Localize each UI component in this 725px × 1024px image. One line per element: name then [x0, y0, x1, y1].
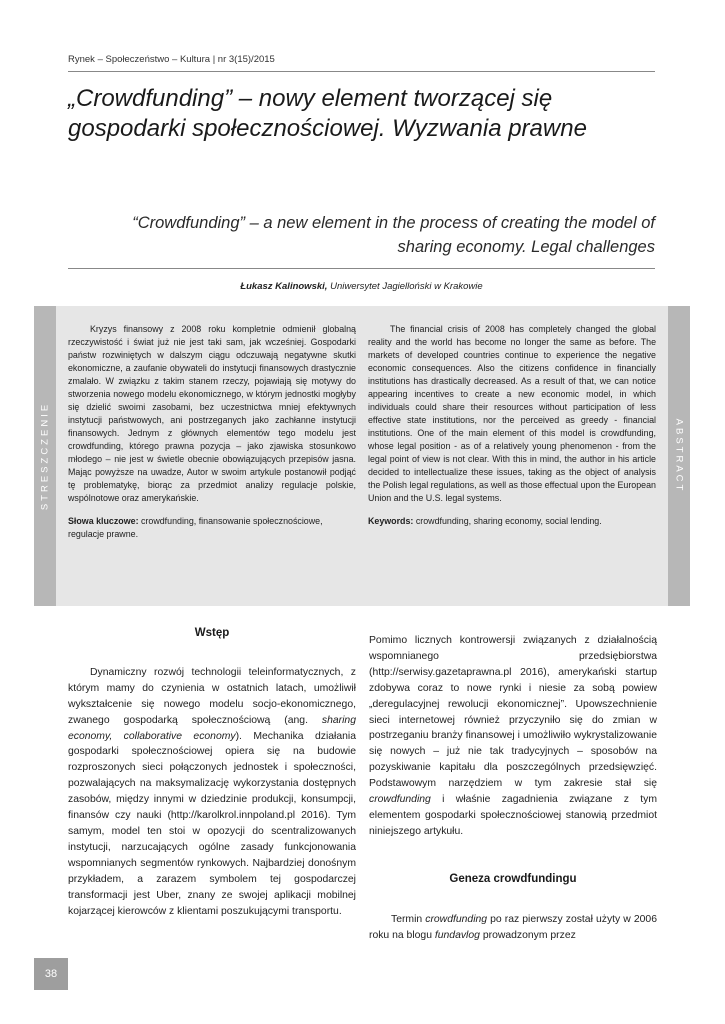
side-label-streszczenie: STRESZCZENIE	[39, 401, 51, 511]
text-run: ). Mechanika działania gospodarki społecznościowej opiera się na budowie rozproszonych sieci połączonych jednostek i społeczności, pozwalających na maksymalizację wykorzystania dostępnych zasobów, między innymi w dziedzinie produkcji, konsumpcji, finansów czy nauki (http://karolkrol.innpoland.pl 2016). Tym samym, model ten stoi w opozycji do scentralizowanych instytucji, narzucających ogólne zasady funkcjonowania wspomnianych segmentów rynkowych. Najbardziej donośnym przykładem, a zarazem symbolem tej gospodarczej transformacji jest Uber, znany ze swojej aplikacji mobilnej kojarzącej kierowców z klientami poszukującymi transportu.	[68, 730, 356, 917]
abstract-box	[34, 306, 690, 606]
abstract-polish-text: Kryzys finansowy z 2008 roku kompletnie odmienił globalną rzeczywistość i świat już nie jest taki sam, jak wcześniej. Gospodarki państw rozwiniętych w dalszym ciągu odczuwają negatywne skutki ekonomiczne, a zaufanie obywateli do instytucji finansowych drastycznie zmalało. W związku z takim stanem rzeczy, pojawiają się motywy do stworzenia nowego modelu ekonomicznego, w którym jednostki mogłyby się dzielić swoimi zasobami, bez uczestnictwa mniej efektywnych instytucji państwowych, ani postrzeganych jako zachłanne instytucji finansowych. Jednym z głównych elementów tego modelu jest crowdfunding, którego prawna pozycja – jako zjawiska stosunkowo młodego – nie jest w świetle obecnie obowiązujących przepisów jasna. Mając powyższe na uwadze, Autor w swoim artykule postanowił podjąć tę problematykę, biorąc za przedmiot analizy regulacje polskie, wspólnotowe oraz amerykańskie.	[68, 324, 356, 503]
side-band-left	[34, 306, 56, 606]
paragraph-genesis-1	[369, 912, 657, 944]
italic-term: crowdfunding	[425, 913, 488, 925]
paragraph-intro-1	[68, 665, 356, 920]
side-label-abstract: ABSTRACT	[673, 418, 685, 494]
text-run: prowadzonym przez	[479, 929, 576, 941]
body-column-left	[68, 626, 356, 919]
abstract-english-text: The financial crisis of 2008 has completely changed the global reality and the world has become no longer the same as before. The markets of developed countries continue to experience the negative economic consequences. Also the citizens confidence in financially institutions has drastically decreased. As a result of that, we can notice appearing incentives to create a new economic model, in which individuals could share their resources without participation of less effective state institutions, nor the perceived as greedy - financial institutions. One of the main element of this model is crowdfunding, whose legal position - as of a relatively young phenomenon - from the legal point of view is not clear. With this in mind, the author in his article decided to intellectualize these issues, taking as the object of analysis the Polish legal regulations, as well as those effectual upon the European Union and the U.S. legal systems.	[368, 324, 656, 503]
text-run: po raz pierwszy został użyty w 2006 roku na blogu	[369, 913, 657, 941]
text-run: Dynamiczny rozwój technologii teleinformatycznych, z którym mamy do czynienia w ostatnich latach, umożliwił wykształcenie się nowego modelu socjo-ekonomicznego, zwanego gospodarką społecznościową (ang.	[68, 666, 356, 726]
paragraph-intro-2	[369, 633, 657, 840]
text-run: Pomimo licznych kontrowersji związanych z działalnością wspomnianego przedsiębiorstwa (http://serwisy.gazetaprawna.pl 2016), amerykański startup zdobywa coraz to nowe rynki i niesie za sobą powiew „deregulacyjnej rewolucji ekonomicznej”. Upowszechnienie sieci internetowej również przyczyniło się do zmian w postrzeganiu branży finansowej i umożliwiło wykrystalizowanie się nowych – już nie tak tradycyjnych – sposobów na pozyskiwanie kapitału dla poszczególnych przedsięwzięć. Podstawowym narzędziem w tym zakresie stał się	[369, 635, 657, 790]
header-divider	[68, 71, 655, 72]
abstract-english	[368, 323, 656, 528]
section-heading-wstep: Wstęp	[194, 627, 230, 639]
keywords-english-label: Keywords:	[368, 516, 414, 526]
text-run: Termin	[391, 913, 426, 925]
keywords-english	[368, 515, 656, 528]
body-column-right	[369, 633, 657, 944]
abstract-polish	[68, 323, 356, 541]
keywords-polish-values: crowdfunding, finansowanie społecznościowe, regulacje prawne.	[68, 516, 323, 539]
title-divider	[68, 268, 655, 269]
keywords-polish	[68, 515, 356, 541]
author-name: Łukasz Kalinowski,	[240, 281, 328, 292]
page-number: 38	[34, 958, 68, 990]
author-affiliation: Uniwersytet Jagielloński w Krakowie	[327, 281, 483, 292]
text-run: i właśnie zagadnienia związane z tym elementem gospodarki społecznościowej stanowią przedmiot niniejszego artykułu.	[369, 794, 657, 837]
author-line	[68, 281, 655, 292]
running-head: Rynek – Społeczeństwo – Kultura | nr 3(15)/2015	[68, 54, 275, 65]
keywords-polish-label: Słowa kluczowe:	[68, 516, 139, 526]
section-spacer	[369, 840, 657, 872]
italic-term: fundavlog	[434, 929, 480, 941]
italic-term: crowdfunding	[369, 794, 431, 806]
italic-term: sharing economy, collaborative economy	[68, 714, 356, 742]
side-band-right	[668, 306, 690, 606]
article-title-polish: „Crowdfunding” – nowy element tworzącej się gospodarki społecznościowej. Wyzwania prawne	[68, 85, 587, 142]
keywords-english-values: crowdfunding, sharing economy, social lending.	[413, 516, 602, 526]
article-title-english: “Crowdfunding” – a new element in the process of creating the model of sharing economy. Legal challenges	[132, 214, 655, 256]
section-heading-geneza: Geneza crowdfundingu	[449, 872, 577, 885]
